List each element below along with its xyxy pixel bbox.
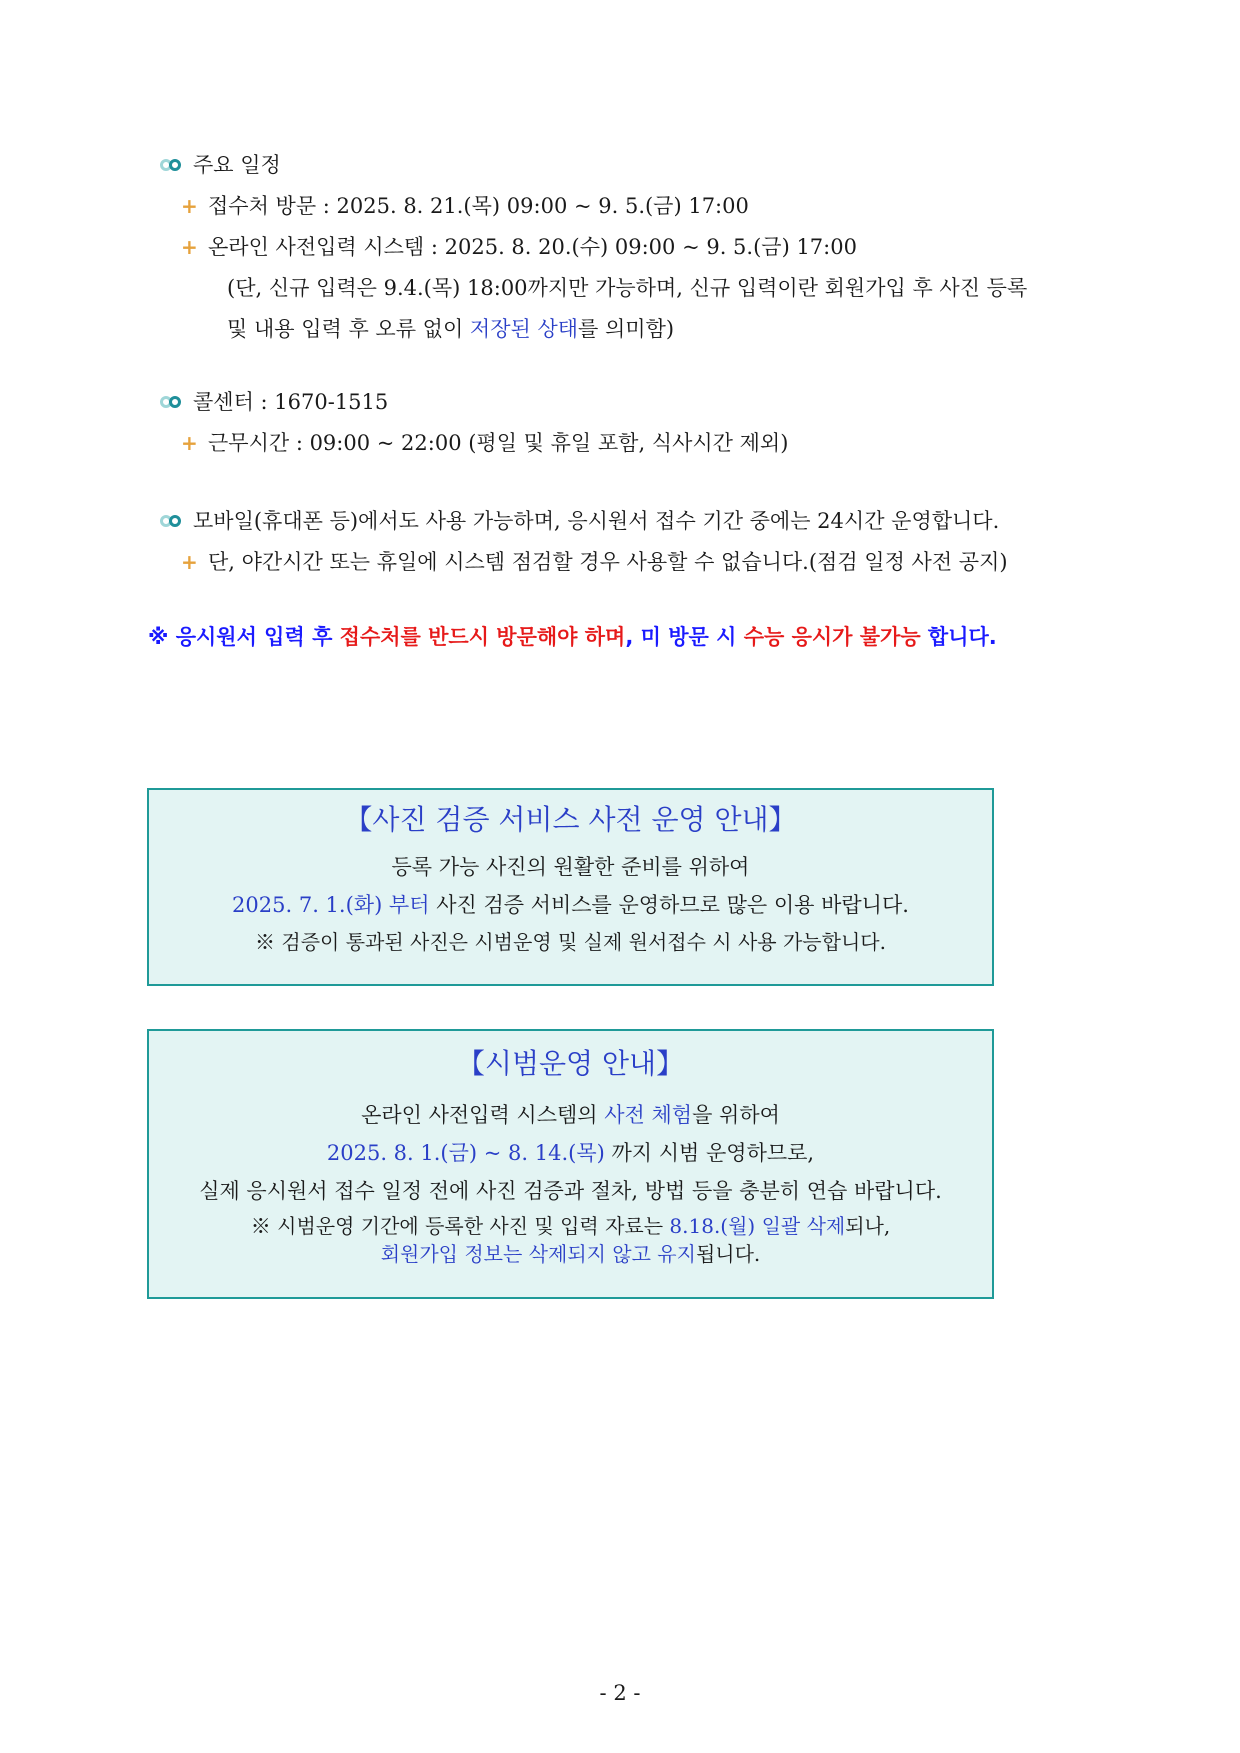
plus-bullet-icon: + [181, 235, 198, 259]
circle-bullet-icon [160, 396, 184, 408]
mobile-section [160, 506, 1008, 577]
list-item: + 온라인 사전입력 시스템 : 2025. 8. 20.(수) 09:00 ~ 9. 5.(금) 17:00 [160, 232, 1027, 262]
page-number: - 2 - [599, 1681, 641, 1705]
schedule-heading [160, 150, 1027, 180]
mobile-heading: 모바일(휴대폰 등)에서도 사용 가능하며, 응시원서 접수 기간 중에는 24시간 운영합니다. [160, 506, 1008, 536]
circle-bullet-icon [160, 515, 184, 527]
photo-verification-box: 【사진 검증 서비스 사전 운영 안내】 등록 가능 사진의 원활한 준비를 위하여 2025. 7. 1.(화) 부터 사진 검증 서비스를 운영하므로 많은 이용 바랍니다. ※ 검증이 통과된 사진은 시범운영 및 실제 원서접수 시 사용 가능합니다. [147, 788, 994, 986]
list-item: + 접수처 방문 : 2025. 8. 21.(목) 09:00 ~ 9. 5.(금) 17:00 [160, 191, 1027, 221]
list-item: + 근무시간 : 09:00 ~ 22:00 (평일 및 휴일 포함, 식사시간 제외) [160, 428, 788, 458]
plus-bullet-icon: + [181, 194, 198, 218]
pilot-operation-box: 【시범운영 안내】 온라인 사전입력 시스템의 사전 체험을 위하여 2025. 8. 1.(금) ~ 8. 14.(목) 까지 시범 운영하므로, 실제 응시원서 접수 일정 전에 사진 검증과 절차, 방법 등을 충분히 연습 바랍니다. ※ 시범운영 기간에 등록한 사진 및 입력 자료는 8.18.(월) 일괄 삭제되나, 회원가입 정보는 삭제되지 않고 유지됩니다. [147, 1029, 994, 1299]
box-title: 【사진 검증 서비스 사전 운영 안내】 [344, 803, 797, 836]
schedule-note-line2: 및 내용 입력 후 오류 없이 저장된 상태를 의미함) [227, 317, 675, 341]
plus-bullet-icon: + [181, 431, 198, 455]
circle-bullet-icon [160, 159, 184, 171]
schedule-section [160, 150, 1027, 344]
schedule-heading-text: 주요 일정 [193, 153, 281, 177]
list-item: + 단, 야간시간 또는 휴일에 시스템 점검할 경우 사용할 수 없습니다.(점검 일정 사전 공지) [160, 547, 1008, 577]
box-title: 【시범운영 안내】 [456, 1047, 685, 1080]
callcenter-heading: 콜센터 : 1670-1515 [160, 387, 788, 417]
schedule-note-line1: (단, 신규 입력은 9.4.(목) 18:00까지만 가능하며, 신규 입력이란 회원가입 후 사진 등록 [227, 276, 1028, 300]
warning-notice: ※ 응시원서 입력 후 접수처를 반드시 방문해야 하며, 미 방문 시 수능 응시가 불가능 합니다. [148, 625, 997, 649]
plus-bullet-icon: + [181, 550, 198, 574]
callcenter-section [160, 387, 788, 458]
